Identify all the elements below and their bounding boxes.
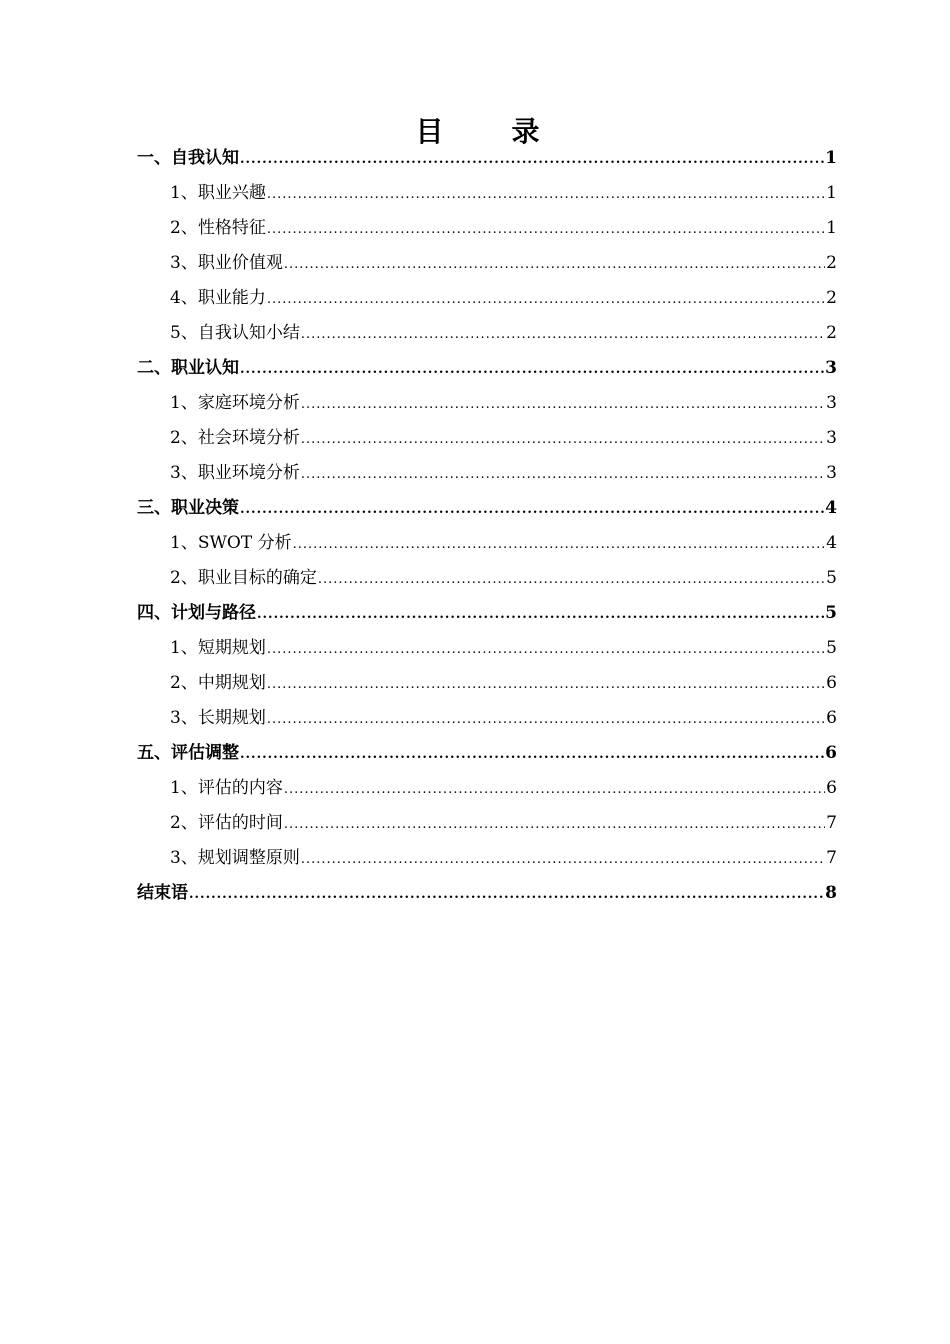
toc-entry[interactable]	[137, 771, 837, 806]
toc-page-number: 7	[826, 848, 837, 868]
toc-entry[interactable]	[137, 211, 837, 246]
dot-leader	[267, 667, 825, 702]
toc-page-number: 3	[825, 358, 837, 378]
toc-list	[137, 141, 837, 911]
toc-page-number: 3	[826, 428, 837, 448]
toc-entry[interactable]	[137, 736, 837, 771]
toc-page-number: 3	[826, 463, 837, 483]
toc-entry[interactable]	[137, 281, 837, 316]
toc-page-number: 1	[826, 218, 837, 238]
dot-leader	[318, 562, 825, 597]
toc-entry[interactable]	[137, 876, 837, 911]
dot-leader	[301, 387, 825, 422]
toc-entry-label: 1、评估的内容	[170, 778, 283, 798]
toc-entry[interactable]	[137, 176, 837, 211]
toc-entry-label: 三、职业决策	[137, 498, 239, 518]
toc-page-number: 4	[826, 533, 837, 553]
toc-entry[interactable]	[137, 526, 837, 561]
toc-entry-label: 2、职业目标的确定	[170, 568, 317, 588]
toc-page-number: 2	[826, 253, 837, 273]
toc-entry-label: 2、评估的时间	[170, 813, 283, 833]
dot-leader	[284, 772, 825, 807]
toc-entry-label: 1、职业兴趣	[170, 183, 266, 203]
toc-page-number: 5	[826, 638, 837, 658]
dot-leader	[240, 352, 824, 387]
toc-entry[interactable]	[137, 246, 837, 281]
dot-leader	[293, 527, 826, 562]
dot-leader	[240, 492, 824, 527]
toc-entry-label: 四、计划与路径	[137, 603, 256, 623]
toc-page-number: 6	[826, 673, 837, 693]
toc-entry[interactable]	[137, 456, 837, 491]
toc-entry-label: 1、家庭环境分析	[170, 393, 300, 413]
dot-leader	[257, 597, 824, 632]
dot-leader	[284, 807, 825, 842]
toc-title: 目 录	[415, 115, 560, 148]
dot-leader	[267, 702, 825, 737]
toc-entry-label: 3、职业价值观	[170, 253, 283, 273]
toc-entry[interactable]	[137, 141, 837, 176]
toc-entry-label: 3、职业环境分析	[170, 463, 300, 483]
toc-entry-label: 2、性格特征	[170, 218, 266, 238]
toc-page-number: 6	[825, 743, 837, 763]
dot-leader	[267, 632, 825, 667]
toc-entry[interactable]	[137, 421, 837, 456]
dot-leader	[301, 842, 825, 877]
toc-entry-label: 2、中期规划	[170, 673, 266, 693]
toc-entry[interactable]	[137, 701, 837, 736]
toc-page-number: 3	[826, 393, 837, 413]
toc-page-number: 6	[826, 778, 837, 798]
toc-entry-label: 1、SWOT 分析	[170, 533, 292, 553]
toc-entry-label: 5、自我认知小结	[170, 323, 300, 343]
dot-leader	[284, 247, 825, 282]
dot-leader	[267, 212, 825, 247]
toc-page-number: 4	[825, 498, 837, 518]
toc-entry[interactable]	[137, 631, 837, 666]
toc-entry-label: 五、评估调整	[137, 743, 239, 763]
toc-page-number: 5	[826, 568, 837, 588]
toc-entry-label: 1、短期规划	[170, 638, 266, 658]
toc-entry-label: 4、职业能力	[170, 288, 266, 308]
dot-leader	[267, 177, 825, 212]
toc-entry[interactable]	[137, 386, 837, 421]
toc-page-number: 1	[826, 183, 837, 203]
toc-page-number: 1	[825, 148, 837, 168]
dot-leader	[189, 877, 824, 912]
dot-leader	[240, 142, 824, 177]
toc-entry[interactable]	[137, 351, 837, 386]
toc-entry-label: 二、职业认知	[137, 358, 239, 378]
dot-leader	[301, 317, 825, 352]
dot-leader	[240, 737, 824, 772]
toc-entry-label: 一、自我认知	[137, 148, 239, 168]
toc-entry-label: 2、社会环境分析	[170, 428, 300, 448]
toc-entry[interactable]	[137, 666, 837, 701]
toc-entry-label: 结束语	[137, 883, 188, 903]
toc-entry[interactable]	[137, 491, 837, 526]
dot-leader	[267, 282, 825, 317]
dot-leader	[301, 422, 825, 457]
toc-page-number: 5	[825, 603, 837, 623]
toc-page-number: 7	[826, 813, 837, 833]
dot-leader	[301, 457, 825, 492]
toc-entry-label: 3、规划调整原则	[170, 848, 300, 868]
toc-page-number: 2	[826, 323, 837, 343]
toc-entry[interactable]	[137, 806, 837, 841]
toc-page-number: 6	[826, 708, 837, 728]
toc-entry[interactable]	[137, 841, 837, 876]
toc-entry-label: 3、长期规划	[170, 708, 266, 728]
toc-page-number: 2	[826, 288, 837, 308]
toc-page-number: 8	[825, 883, 837, 903]
toc-entry[interactable]	[137, 561, 837, 596]
toc-entry[interactable]	[137, 596, 837, 631]
toc-entry[interactable]	[137, 316, 837, 351]
